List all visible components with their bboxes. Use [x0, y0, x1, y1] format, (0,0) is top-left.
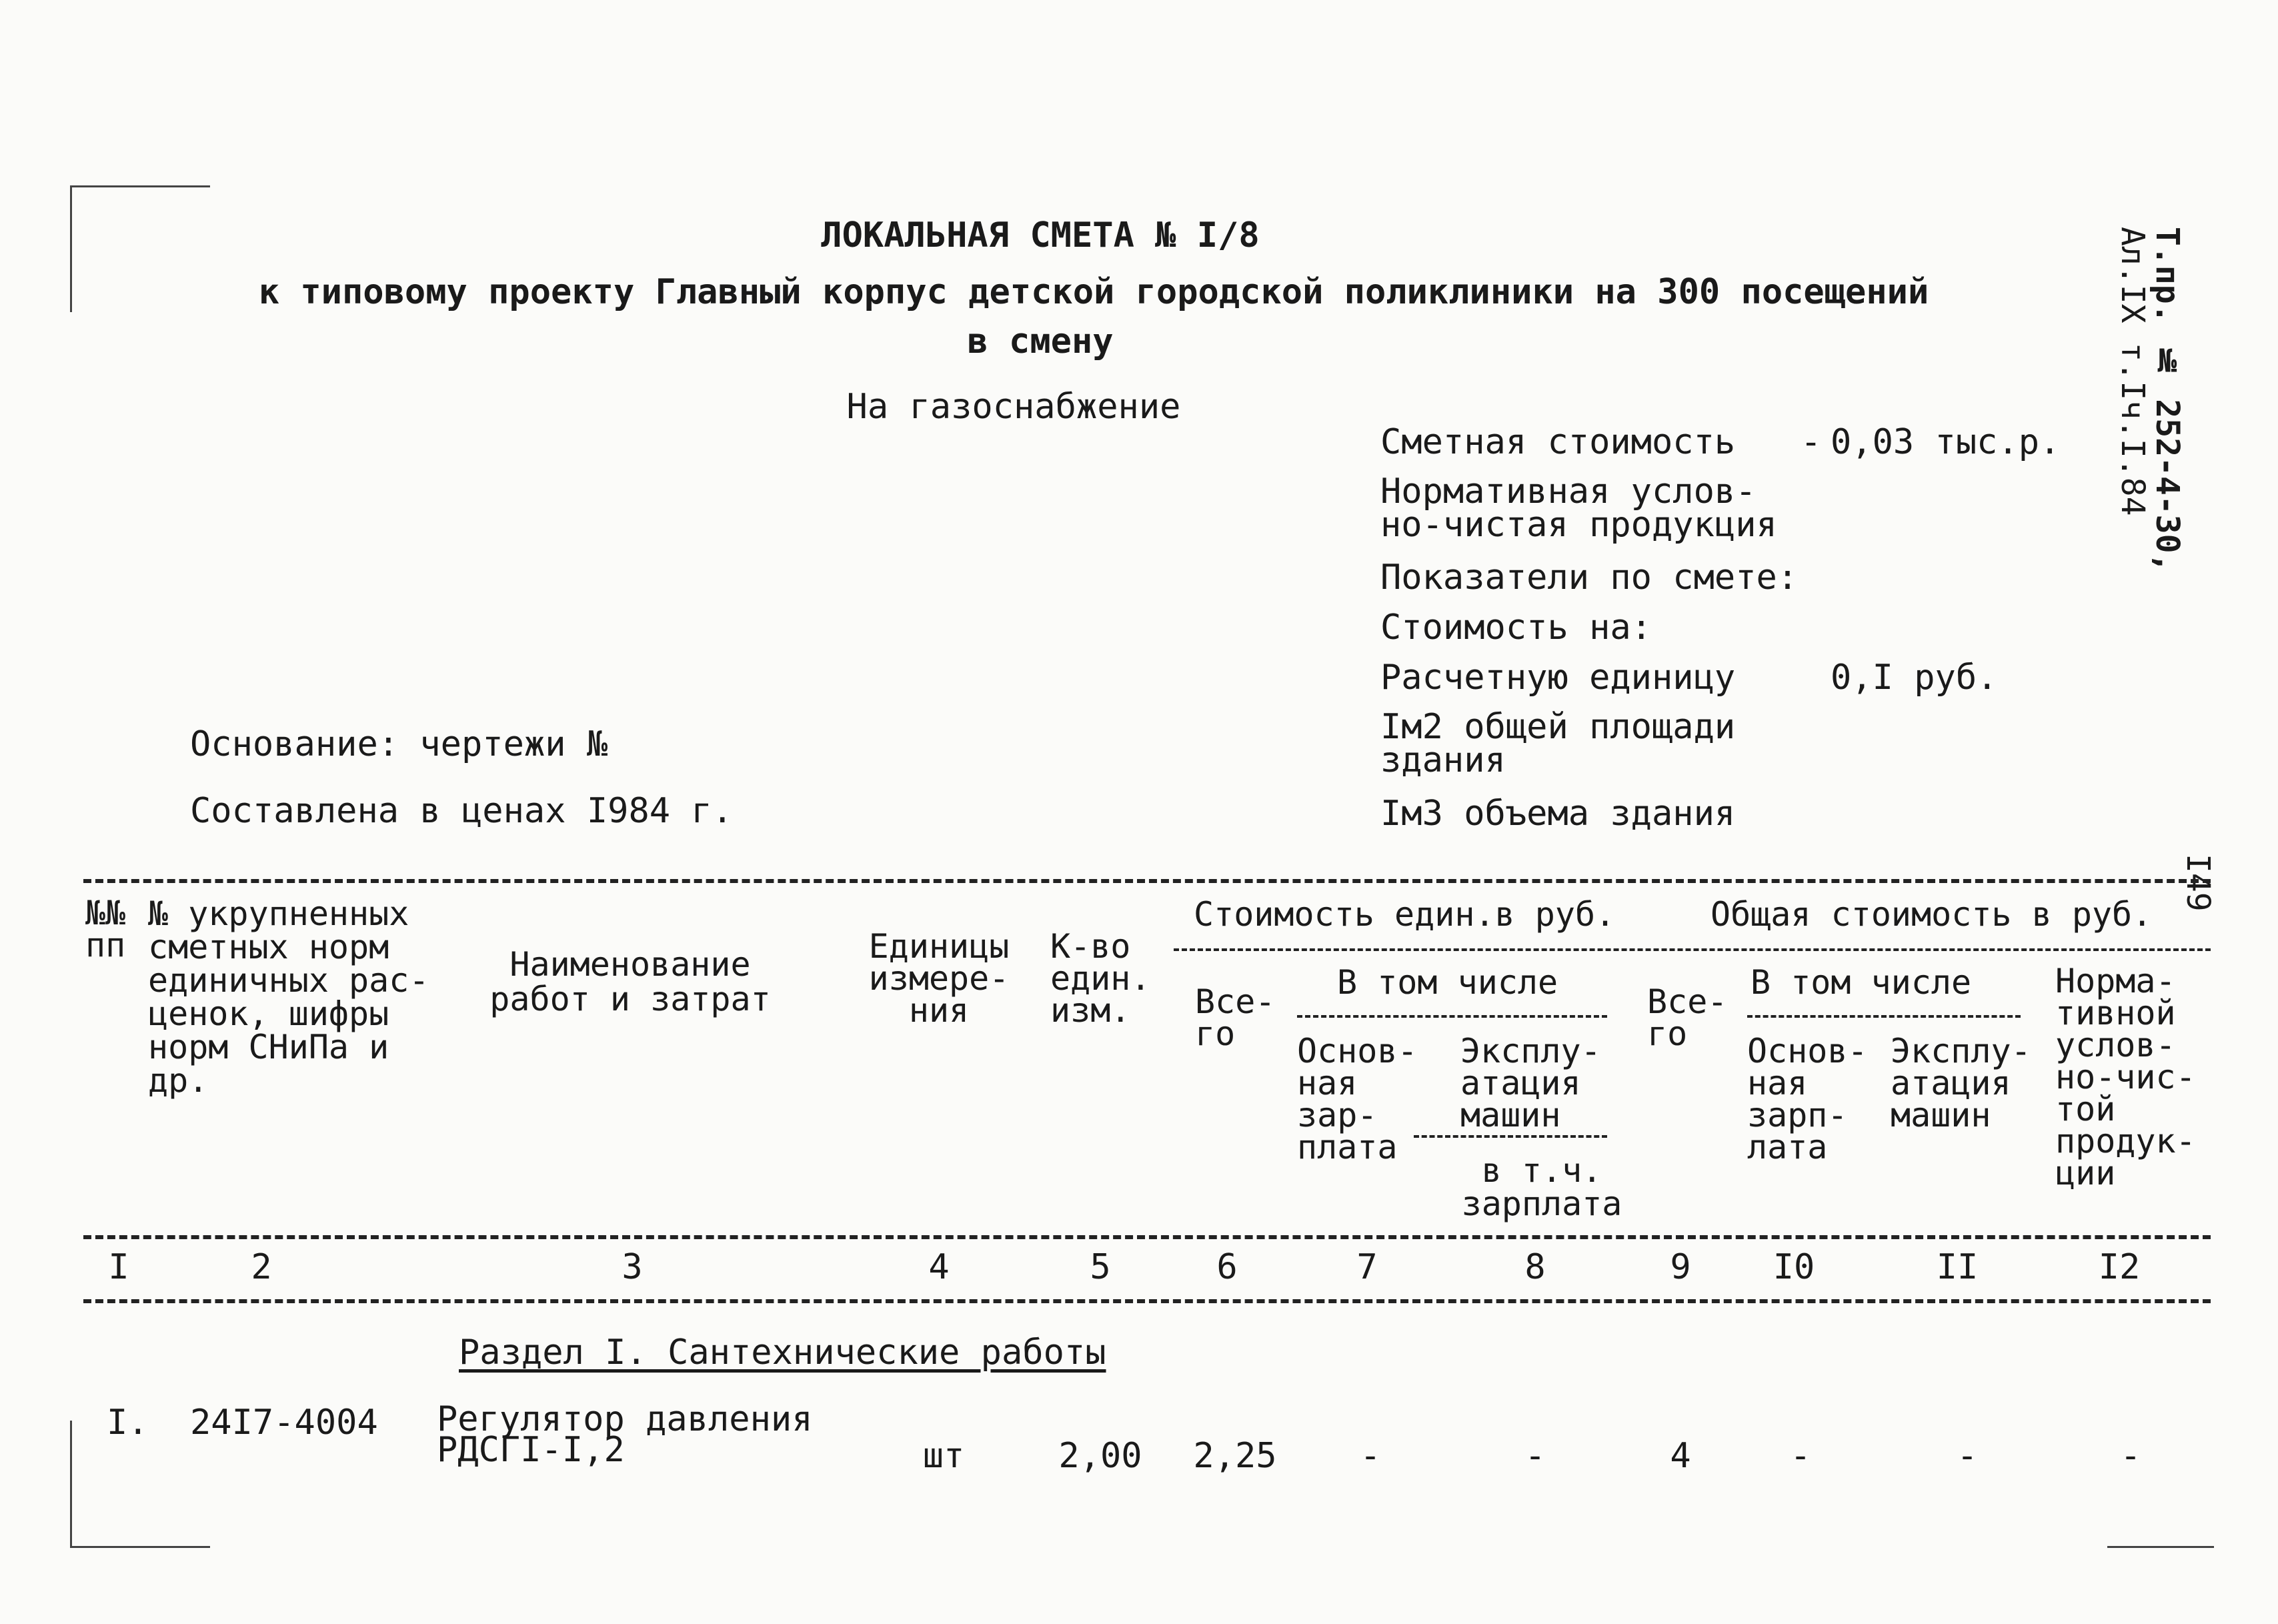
column-number-11: II — [1936, 1247, 1979, 1287]
row-total-machines: - — [1957, 1436, 1978, 1476]
header-total-v-tom-chisle: В том числе — [1751, 963, 1972, 1002]
header-bottom-rule — [83, 1235, 2211, 1239]
area-label: Iм2 общей площади здания — [1380, 707, 1736, 780]
row-unit: шт — [922, 1436, 965, 1476]
header-col2: № укрупненных сметных норм единичных рас- ценок, шифры норм СНиПа и др. — [148, 894, 429, 1100]
column-number-4: 4 — [928, 1247, 950, 1287]
column-number-10: I0 — [1773, 1247, 1815, 1287]
document-subtitle-line2: в смену — [967, 321, 1114, 361]
unit-label: Расчетную единицу — [1380, 658, 1736, 698]
header-normative-product: Норма- тивной услов- но-чис- той продук- ции — [2055, 962, 2196, 1192]
header-unit-v-tom-chisle: В том числе — [1337, 963, 1558, 1002]
header-unit-osnovnaya-zarplata: Основ- ная зар- плата — [1297, 1032, 1418, 1166]
unit-subgroup-rule — [1297, 1015, 1607, 1018]
column-number-7: 7 — [1356, 1247, 1378, 1287]
header-total-osnovnaya-zarplata: Основ- ная зарп- лата — [1747, 1032, 1868, 1166]
side-stamp-line2: Ал.IX т.Iч.I.84 — [2114, 227, 2151, 516]
column-number-6: 6 — [1216, 1247, 1238, 1287]
header-col5: К-во един. изм. — [1050, 927, 1151, 1030]
header-col4: Единицы измере- ния — [868, 927, 1010, 1030]
cost-on-label: Стоимость на: — [1380, 608, 1652, 648]
row-unit-machines: - — [1524, 1436, 1546, 1476]
frame-corner-top-left-v — [70, 185, 72, 312]
section-label: На газоснабжение — [846, 387, 1181, 427]
header-col1: №№ пп — [85, 894, 126, 964]
unit-value: 0,I руб. — [1831, 658, 1998, 698]
machines-subrule — [1414, 1135, 1607, 1138]
frame-corner-bottom-left-v — [70, 1421, 72, 1547]
header-unit-vsego: Все- го — [1195, 982, 1276, 1053]
side-stamp-line1: Т.пр. № 252-4-30, — [2149, 227, 2186, 573]
row-num: I. — [107, 1403, 149, 1443]
total-subgroup-rule — [1747, 1015, 2021, 1018]
column-number-9: 9 — [1670, 1247, 1691, 1287]
column-numbers-rule — [83, 1299, 2211, 1303]
section-title: Раздел I. Сантехнические работы — [459, 1333, 1106, 1373]
row-total: 4 — [1670, 1436, 1691, 1476]
row-unit-total: 2,25 — [1193, 1436, 1277, 1476]
row-name: Регулятор давления РДСГI-I,2 — [437, 1399, 813, 1470]
side-stamp — [2115, 227, 2185, 572]
basis-prices: Составлена в ценах I984 г. — [190, 791, 733, 831]
row-code: 24I7-4004 — [190, 1403, 378, 1443]
estimated-cost-value: 0,03 тыс.р. — [1831, 422, 2061, 462]
column-number-12: I2 — [2098, 1247, 2141, 1287]
column-number-1: I — [108, 1247, 129, 1287]
row-total-salary: - — [1790, 1436, 1811, 1476]
volume-label: Iм3 объема здания — [1380, 794, 1736, 834]
normative-label: Нормативная услов- но-чистая продукция — [1380, 472, 1777, 545]
row-normative: - — [2120, 1436, 2141, 1476]
column-number-5: 5 — [1090, 1247, 1111, 1287]
frame-corner-bottom-right-h — [2107, 1546, 2214, 1548]
frame-corner-top-left-h — [70, 185, 210, 187]
row-qty: 2,00 — [1058, 1436, 1142, 1476]
header-unit-v-tch-zarplata: в т.ч. зарплата — [1461, 1151, 1622, 1223]
document-title: ЛОКАЛЬНАЯ СМЕТА № I/8 — [821, 215, 1260, 255]
header-total-cost-group: Общая стоимость в руб. — [1711, 895, 2153, 934]
header-col3: Наименование работ и затрат — [489, 945, 771, 1018]
column-number-3: 3 — [622, 1247, 643, 1287]
column-number-8: 8 — [1524, 1247, 1546, 1287]
frame-corner-bottom-left-h — [70, 1546, 210, 1548]
page-number: I49 — [2179, 854, 2217, 912]
header-unit-cost-group: Стоимость един.в руб. — [1194, 895, 1616, 934]
estimated-cost-label: Сметная стоимость — [1380, 422, 1736, 462]
header-total-ekspluataciya: Эксплу- атация машин — [1891, 1032, 2031, 1134]
header-unit-ekspluataciya: Эксплу- атация машин — [1460, 1032, 1601, 1134]
table-top-rule — [83, 879, 2211, 883]
row-unit-salary: - — [1360, 1436, 1381, 1476]
column-number-2: 2 — [251, 1247, 272, 1287]
header-total-vsego: Все- го — [1647, 982, 1728, 1053]
basis-drawings: Основание: чертежи № — [190, 724, 608, 764]
document-subtitle-line1: к типовому проекту Главный корпус детской городской поликлиники на 300 посещений — [258, 272, 1929, 312]
cost-group-rule — [1174, 948, 2211, 951]
indicators-label: Показатели по смете: — [1380, 558, 1799, 598]
estimated-cost-dash: - — [1801, 422, 1822, 462]
